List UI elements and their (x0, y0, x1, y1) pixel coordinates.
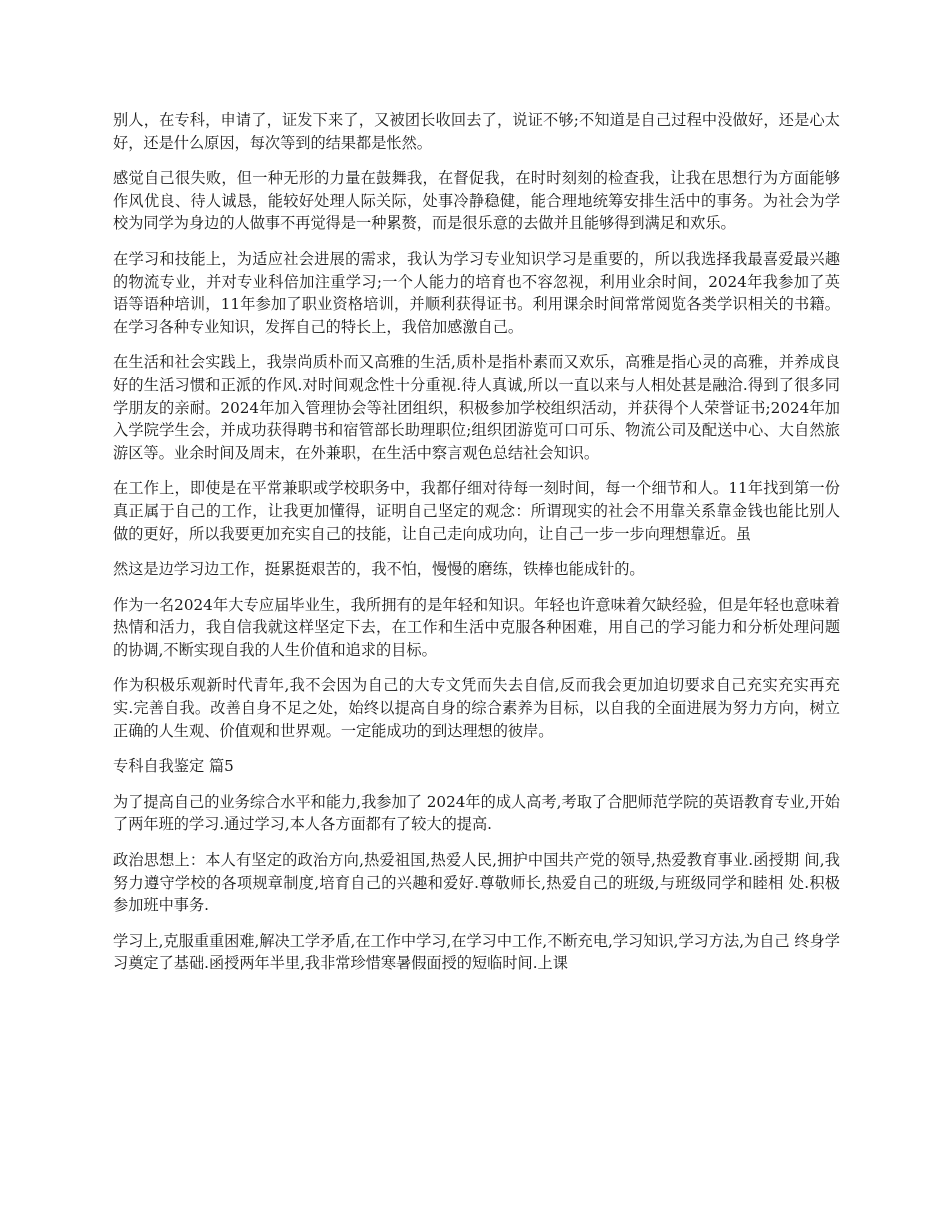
paragraph: 学习上,克服重重困难,解决工学矛盾,在工作中学习,在学习中工作,不断充电,学习知识,学习方法,为自己 终身学习奠定了基础.函授两年半里,我非常珍惜寒暑假面授的短临时间.上课 (113, 931, 840, 973)
paragraph: 作为积极乐观新时代青年,我不会因为自己的大专文凭而失去自信,反而我会更加迫切要求自己充实充实再充实.完善自我。改善自身不足之处，始终以提高自身的综合素养为目标，以自我的全面进展为努力方向，树立正确的人生观、价值观和世界观。一定能成功的到达理想的彼岸。 (113, 676, 840, 740)
paragraph: 然这是边学习边工作，挺累挺艰苦的，我不怕，慢慢的磨练，铁棒也能成针的。 (113, 560, 645, 579)
paragraph: 在学习和技能上，为适应社会进展的需求，我认为学习专业知识学习是重要的，所以我选择我最喜爱最兴趣的物流专业，并对专业科倍加注重学习;一个人能力的培育也不容忽视，利用业余时间，2024年我参加了英语等语种培训，11年参加了职业资格培训，并顺利获得证书。利用课余时间常常阅览各类学识相关的书籍。在学习各种专业知识，发挥自己的特长上，我倍加感激自己。 (113, 249, 840, 336)
paragraph: 感觉自己很失败，但一种无形的力量在鼓舞我，在督促我，在时时刻刻的检查我，让我在思想行为方面能够作风优良、待人诚恳，能较好处理人际关际，处事冷静稳健，能合理地统筹安排生活中的事务。为社会为学校为同学为身边的人做事不再觉得是一种累赘，而是很乐意的去做并且能够得到满足和欢乐。 (113, 169, 840, 233)
section-heading: 专科自我鉴定 篇5 (113, 757, 234, 776)
paragraph: 政治思想上：本人有坚定的政治方向,热爱祖国,热爱人民,拥护中国共产党的领导,热爱教育事业.函授期 间,我努力遵守学校的各项规章制度,培育自己的兴趣和爱好.尊敬师长,热爱自己的班级,与班级同学和睦相 处.积极参加班中事务. (113, 851, 840, 915)
paragraph: 别人，在专科，申请了，证发下来了，又被团长收回去了，说证不够;不知道是自己过程中没做好，还是心太好，还是什么原因，每次等到的结果都是怅然。 (113, 111, 840, 152)
document-page (113, 109, 840, 988)
paragraph: 作为一名2024年大专应届毕业生，我所拥有的是年轻和知识。年轻也许意味着欠缺经验，但是年轻也意味着热情和活力，我自信我就这样坚定下去，在工作和生活中克服各种困难，用自己的学习能力和分析处理问题的协调,不断实现自我的人生价值和追求的目标。 (113, 595, 840, 659)
paragraph: 为了提高自己的业务综合水平和能力,我参加了 2024年的成人高考,考取了合肥师范学院的英语教育专业,开始了两年班的学习.通过学习,本人各方面都有了较大的提高. (113, 792, 840, 834)
paragraph: 在工作上，即使是在平常兼职或学校职务中，我都仔细对待每一刻时间，每一个细节和人。11年找到第一份真正属于自己的工作，让我更加懂得，证明自己坚定的观念：所谓现实的社会不用靠关系靠金钱也能比别人做的更好，所以我要更加充实自己的技能，让自己走向成功向，让自己一步一步向理想靠近。虽 (113, 479, 840, 543)
paragraph: 在生活和社会实践上，我崇尚质朴而又高雅的生活,质朴是指朴素而又欢乐，高雅是指心灵的高雅，并养成良好的生活习惯和正派的作风.对时间观念性十分重视.待人真诚,所以一直以来与人相处甚是融洽.得到了很多同学朋友的亲耐。2024年加入管理协会等社团组织，积极参加学校组织活动，并获得个人荣誉证书;2024年加入学院学生会，并成功获得聘书和宿管部长助理职位;组织团游览可口可乐、物流公司及配送中心、大自然旅游区等。业余时间及周末，在外兼职，在生活中察言观色总结社会知识。 (113, 353, 840, 462)
